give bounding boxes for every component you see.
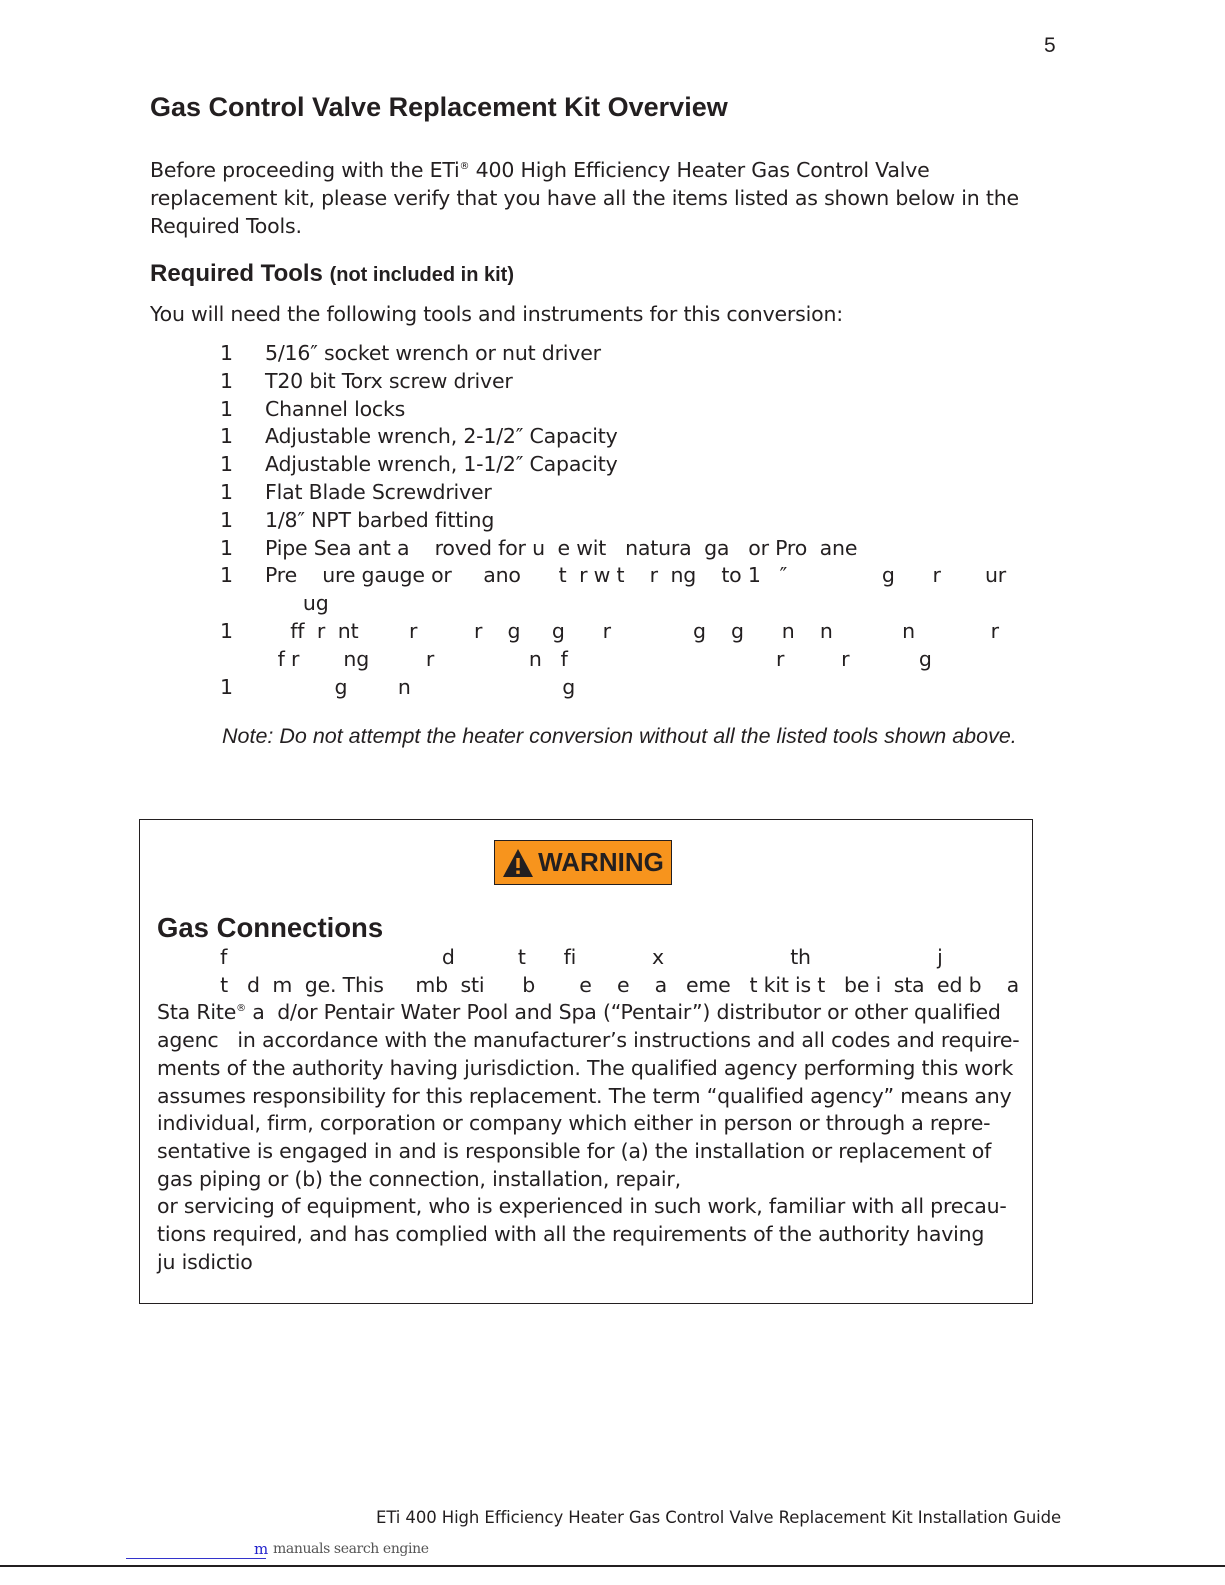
tool-name: Flat Blade Screwdriver [265,479,492,504]
tool-item [220,451,1020,479]
tool-name: g n g [265,674,576,699]
tool-quantity: 1 [220,396,233,421]
tool-quantity: 1 [220,618,233,643]
manuals-tagline: manuals search engine [273,1541,429,1557]
tool-item [220,396,1020,424]
tool-name: Channel locks [265,396,406,421]
tool-quantity [220,590,265,618]
warning-body-line [157,999,1027,1027]
tool-quantity: 1 [220,535,233,560]
tool-name: 1/8″ NPT barbed fitting [265,507,495,532]
tool-name: T20 bit Torx screw driver [265,368,513,393]
required-tools-heading [150,260,514,288]
page-number: 5 [1044,34,1056,57]
tool-name: f r ng r n f r r g [265,646,932,671]
warning-body-line: ments of the authority having jurisdiction. The qualified agency performing this work [157,1055,1014,1080]
intro-text-before: Before proceeding with the ETi [150,158,460,182]
warning-box [139,819,1033,1304]
tool-item [220,562,1020,590]
warning-body-line: t d m ge. This mb sti b e e a eme t kit is t be i sta ed b a [157,972,1020,997]
tool-quantity: 1 [220,674,233,699]
tool-quantity: 1 [220,452,233,477]
intro-text-after: 400 High Efficiency Heater Gas Control Valve replacement kit, please verify that you have all the items listed as shown below in the Required Tools. [150,158,1019,238]
tool-name: Adjustable wrench, 2-1/2″ Capacity [265,424,618,449]
tool-quantity: 1 [220,507,233,532]
warning-label: WARNING [538,847,664,877]
tool-name: Pre ure gauge or ano t r w t r ng to 1 ″ g r ur [265,563,1007,588]
tool-item [220,423,1020,451]
footer-title: ETi 400 High Efficiency Heater Gas Control Valve Replacement Kit Installation Guide [376,1508,1062,1527]
tool-name: Pipe Sea ant a roved for u e wit natura ga or Pro ane [265,535,858,560]
tool-quantity: 1 [220,368,233,393]
manuals-link[interactable]: m [254,1540,269,1558]
tool-item [220,618,1020,646]
warning-body-line: assumes responsibility for this replacement. The term “qualified agency” means any [157,1083,1012,1108]
warning-body-text: a d/or Pentair Water Pool and Spa (“Pentair”) distributor or other qualified [245,1000,1001,1025]
registered-mark: ® [459,161,470,172]
tool-item [220,368,1020,396]
tool-quantity: 1 [220,424,233,449]
bottom-rule [0,1565,1225,1567]
warning-badge [494,840,672,885]
tool-quantity: 1 [220,563,233,588]
required-tools-intro: You will need the following tools and instruments for this conversion: [150,302,843,326]
manuals-link-underline[interactable] [126,1540,269,1559]
warning-body-line: gas piping or (b) the connection, installation, repair, [157,1166,681,1191]
tool-name: ff r nt r r g g r g g n n n r [265,618,999,643]
intro-paragraph [150,156,1050,240]
required-tools-title: Required Tools [150,260,323,287]
tool-item [220,646,1020,674]
warning-body-text: Sta Rite [157,1000,237,1025]
registered-mark: ® [236,1003,246,1015]
warning-body-line: f d t fi x th j [157,945,943,969]
gas-connections-body [157,944,1027,1276]
warning-triangle-icon [502,848,534,878]
tools-note: Note: Do not attempt the heater conversion without all the listed tools shown above. [222,724,1017,748]
tool-quantity: 1 [220,479,233,504]
required-tools-subheading: (not included in kit) [329,264,515,286]
tools-list [220,340,1020,701]
tool-quantity: 1 [220,341,233,365]
tool-quantity [220,646,265,674]
tool-item [220,674,1020,702]
tool-item [220,340,1020,368]
warning-body-line: agenc in accordance with the manufacturer’s instructions and all codes and require- [157,1028,1020,1053]
warning-body-line: ju isdictio [157,1249,253,1274]
tool-item [220,507,1020,535]
tool-item [220,590,1020,618]
tool-name: 5/16″ socket wrench or nut driver [265,341,601,365]
gas-connections-heading: Gas Connections [157,912,384,943]
warning-body-line: individual, firm, corporation or company which either in person or through a repre- [157,1111,991,1136]
tool-item [220,479,1020,507]
tool-item [220,535,1020,563]
warning-body-line: sentative is engaged in and is responsible for (a) the installation or replacement of [157,1138,992,1163]
page-title: Gas Control Valve Replacement Kit Overview [150,92,728,122]
warning-body-line: or servicing of equipment, who is experienced in such work, familiar with all precau- [157,1194,1007,1219]
tool-name: ug [265,591,329,616]
warning-body-line: tions required, and has complied with all the requirements of the authority having [157,1222,985,1247]
tool-name: Adjustable wrench, 1-1/2″ Capacity [265,452,618,477]
